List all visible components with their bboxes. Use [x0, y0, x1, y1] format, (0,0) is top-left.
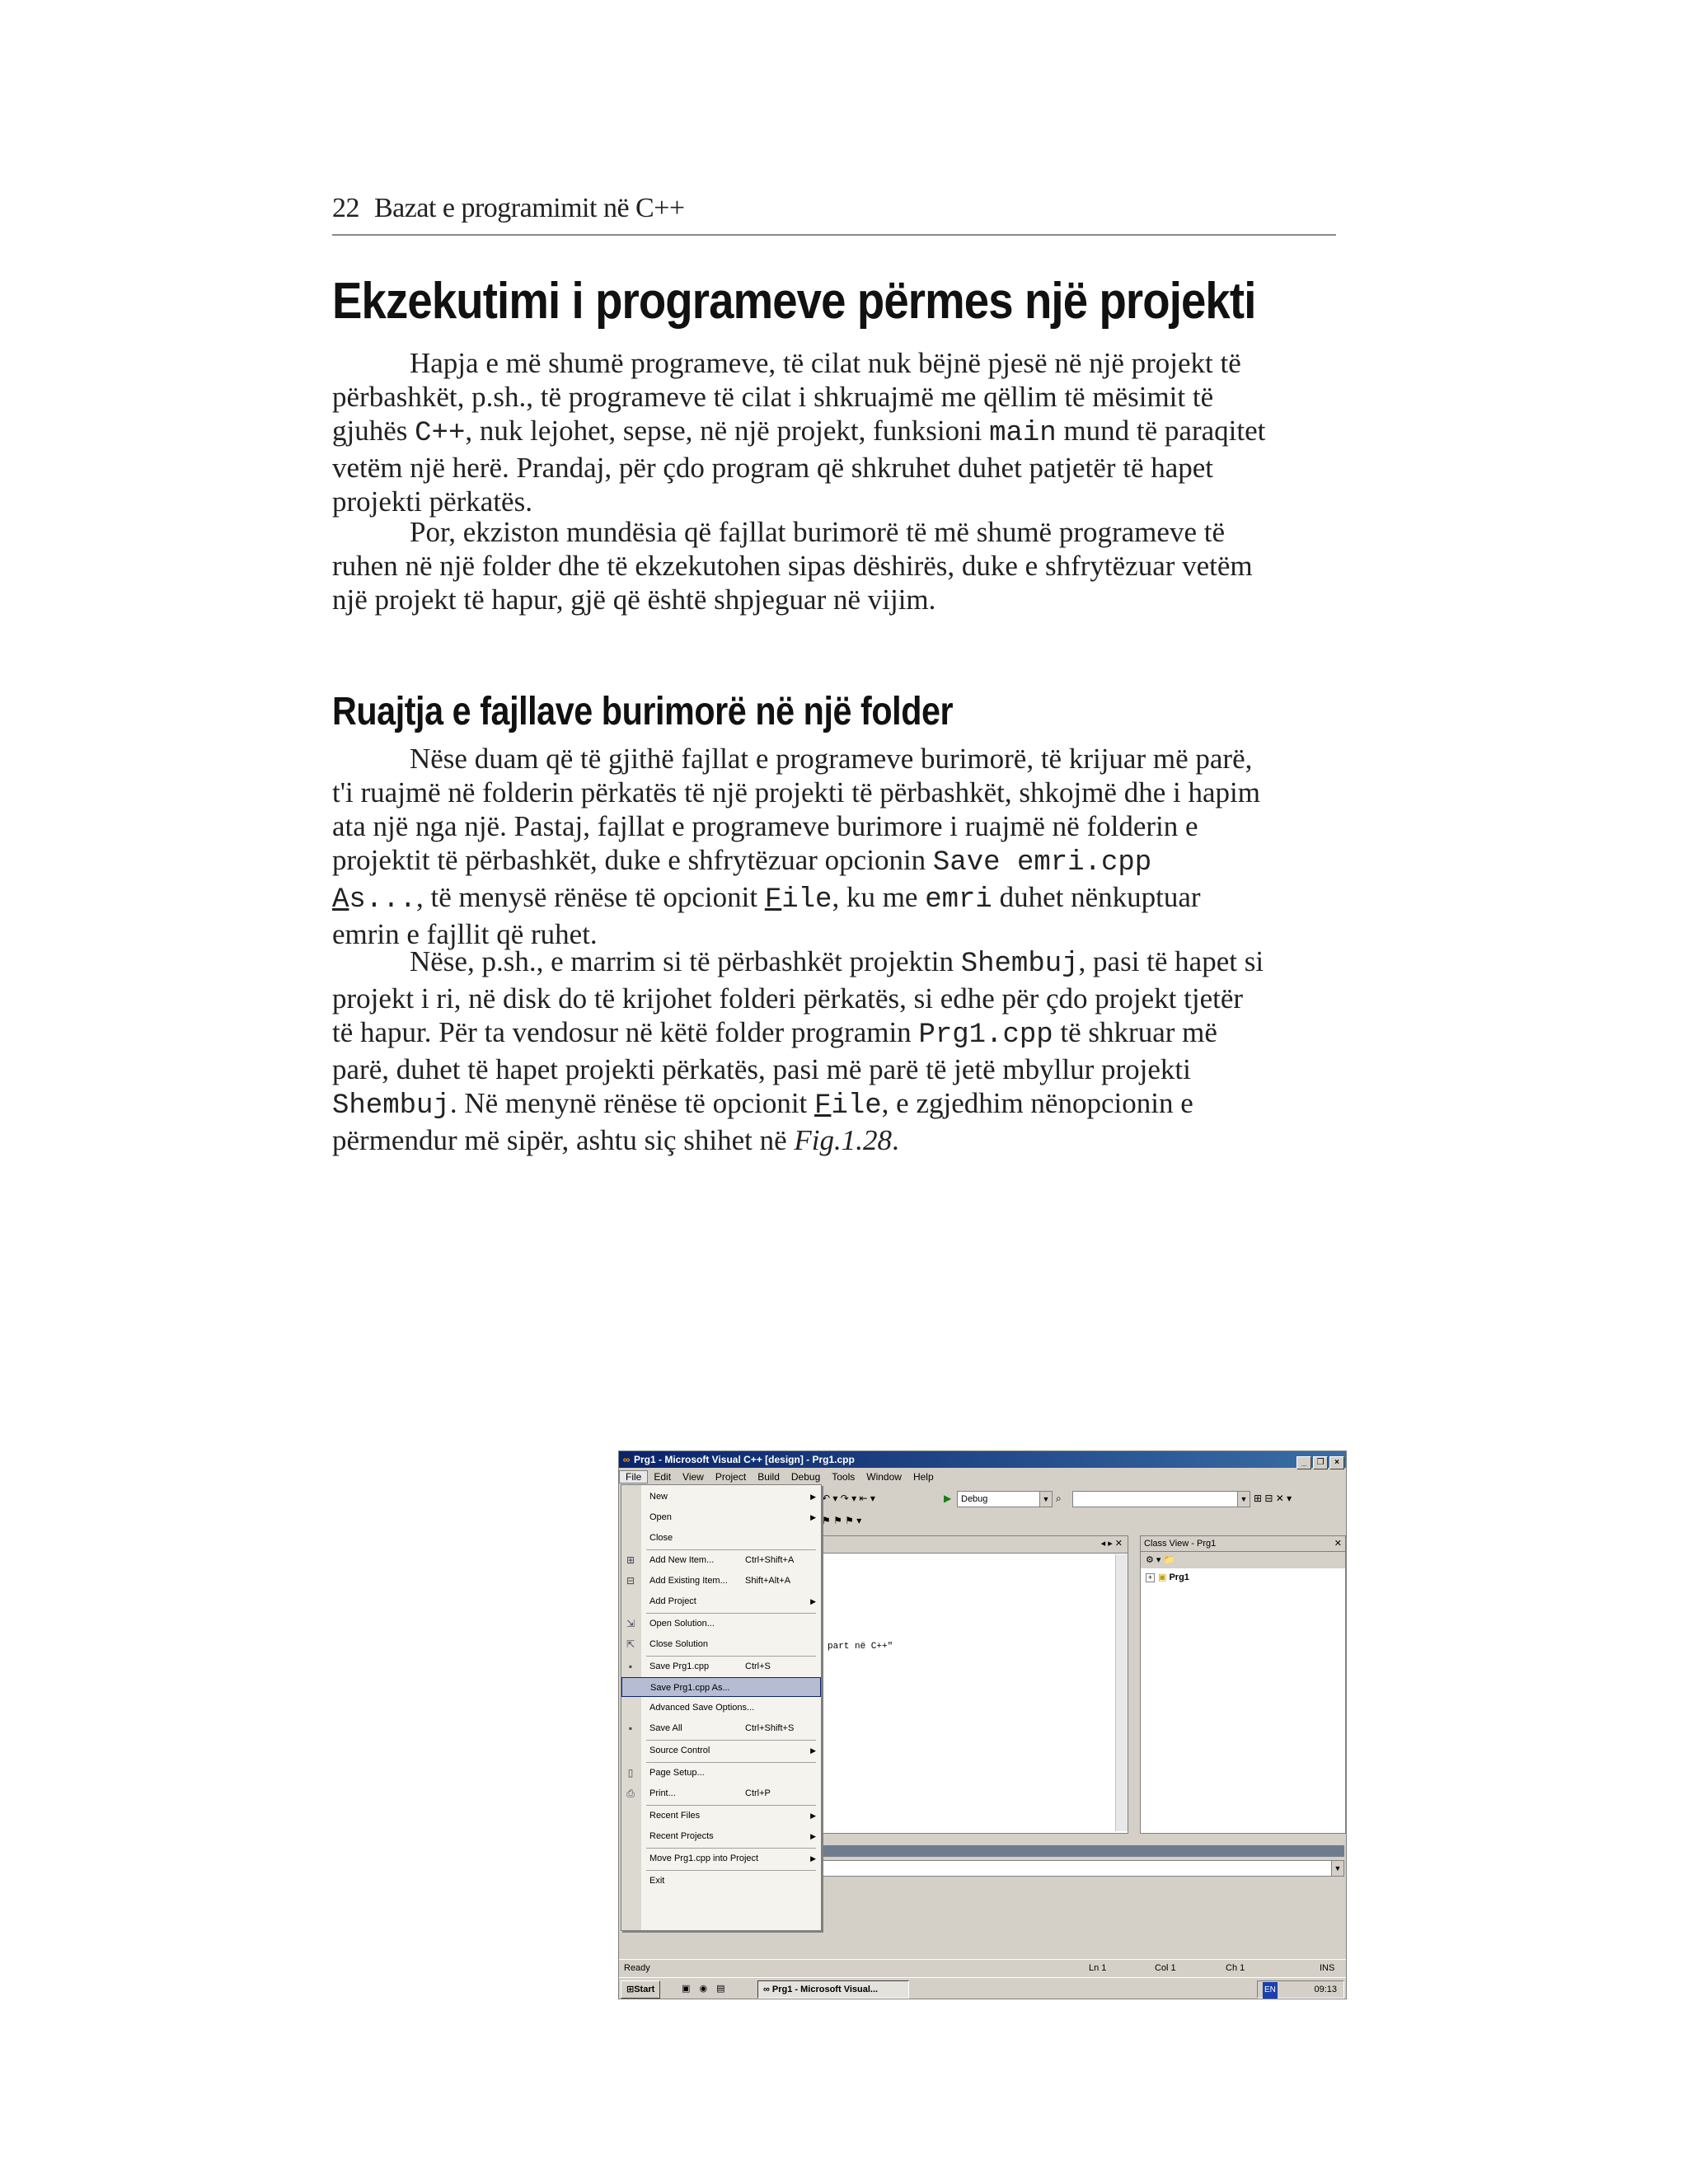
add-existing-icon: ⊟ [626, 1575, 635, 1586]
menu-item-save-all[interactable]: ▪ Save All Ctrl+Shift+S [621, 1718, 821, 1738]
menu-item-move-into-project[interactable]: Move Prg1.cpp into Project ▶ [621, 1849, 821, 1868]
configuration-combo[interactable]: Debug ▼ [957, 1491, 1053, 1507]
menu-item-add-existing-item[interactable]: ⊟ Add Existing Item... Shift+Alt+A [626, 1575, 791, 1586]
tab-nav-icons[interactable]: ◂ ▸ ✕ [1100, 1539, 1123, 1549]
menu-item-recent-projects[interactable]: Recent Projects ▶ [621, 1826, 821, 1846]
tree-item-prg1[interactable]: + ▣ Prg1 [1141, 1568, 1345, 1586]
status-text: Ready [624, 1963, 650, 1973]
code-cpp: C++ [415, 418, 466, 449]
taskbar-item-vcpp[interactable]: ∞ Prg1 - Microsoft Visual... [757, 1980, 909, 1999]
find-icon[interactable]: ⌕ [1056, 1493, 1062, 1504]
minimize-button[interactable]: _ [1296, 1456, 1311, 1469]
clock: 09:13 [1314, 1985, 1337, 1994]
editor-scrollbar[interactable] [1115, 1554, 1128, 1831]
submenu-arrow-icon: ▶ [810, 1811, 816, 1820]
output-panel [822, 1839, 1344, 1971]
find-combo[interactable] [1072, 1491, 1250, 1507]
undo-icon[interactable]: ↶ ▾ [822, 1493, 838, 1504]
status-ln: Ln 1 [1089, 1963, 1107, 1973]
menu-item-source-control[interactable]: Source Control ▶ [621, 1741, 821, 1760]
menu-item-close[interactable]: Close [649, 1533, 673, 1543]
menu-item-add-project[interactable]: Add Project ▶ [621, 1591, 821, 1611]
status-ch: Ch 1 [1226, 1963, 1245, 1973]
save-icon: ▪ [628, 1661, 633, 1672]
page-setup-icon: ▯ [627, 1767, 634, 1779]
submenu-arrow-icon: ▶ [810, 1597, 816, 1605]
status-col: Col 1 [1155, 1963, 1176, 1973]
menu-item-recent-files[interactable]: Recent Files ▶ [621, 1806, 821, 1825]
close-button[interactable]: × [1329, 1456, 1344, 1469]
code-main: main [989, 418, 1057, 449]
add-item-icon: ⊞ [626, 1554, 635, 1566]
menu-debug[interactable]: Debug [790, 1471, 821, 1483]
edit-toolbar [822, 1511, 861, 1530]
app-icon: ∞ [763, 1985, 772, 1994]
code-line: part në C++" [828, 1642, 893, 1652]
language-indicator[interactable]: EN [1263, 1982, 1278, 1999]
code-save-emri: Save emri.cpp [932, 847, 1152, 879]
running-head [332, 193, 1336, 236]
code-shembuj: Shembuj [960, 949, 1079, 980]
chevron-down-icon: ▼ [1039, 1492, 1052, 1507]
code-editor[interactable] [822, 1535, 1128, 1834]
menu-item-open[interactable]: Open ▶ [621, 1507, 821, 1527]
menu-item-new[interactable]: New ▶ [621, 1487, 821, 1507]
window-title: Prg1 - Microsoft Visual C++ [design] - Prg1.cpp [634, 1454, 855, 1465]
menu-item-save[interactable]: ▪ Save Prg1.cpp Ctrl+S [621, 1657, 821, 1676]
taskbar [619, 1977, 1346, 1999]
menu-item-close-solution[interactable]: ⇱ Close Solution [626, 1638, 708, 1650]
output-source-combo[interactable] [822, 1860, 1344, 1877]
window-titlebar [619, 1451, 1346, 1468]
menu-item-add-new-item[interactable]: ⊞ Add New Item... Ctrl+Shift+A [626, 1554, 795, 1566]
intro-paragraph-1: Hapja e më shumë programeve, të cilat nuk bëjnë pjesë në një projekt të përbashkët, p.sh., të programeve të cilat i shkruajmë me qëllim të mësimit të gjuhës C++, nuk lejohet, sepse, në një projekt, funksioni main mund të paraqitet vetëm një herë. Prandaj, për çdo program që shkruhet duhet patjetër të hapet projekti përkatës. [332, 347, 1266, 518]
menu-build[interactable]: Build [757, 1471, 780, 1483]
open-solution-icon: ⇲ [626, 1618, 635, 1629]
menu-help[interactable]: Help [912, 1471, 934, 1483]
menu-file[interactable]: File [619, 1470, 648, 1483]
page-number: 22 [332, 193, 359, 223]
toolbox-icons[interactable]: ⊞ ⊟ ✕ ▾ [1254, 1493, 1292, 1504]
start-button[interactable]: ⊞Start [621, 1980, 660, 1999]
vcpp-screenshot [618, 1451, 1347, 1999]
menu-view[interactable]: View [682, 1471, 704, 1483]
system-tray [1257, 1980, 1344, 1999]
start-debug-icon[interactable]: ▶ [944, 1493, 952, 1504]
menu-window[interactable]: Window [866, 1471, 902, 1483]
menu-project[interactable]: Project [715, 1471, 747, 1483]
project-icon: ▣ [1158, 1572, 1170, 1582]
save-all-icon: ▪ [628, 1722, 633, 1734]
submenu-arrow-icon: ▶ [810, 1832, 816, 1840]
expand-icon[interactable]: + [1146, 1573, 1155, 1582]
file-menu-dropdown [621, 1484, 822, 1931]
status-bar [619, 1959, 1346, 1976]
menu-edit[interactable]: Edit [654, 1471, 672, 1483]
section-title: Ekzekutimi i programeve përmes një projekti [332, 273, 1256, 330]
chevron-down-icon: ▼ [1331, 1861, 1343, 1876]
restore-button[interactable]: ❐ [1313, 1456, 1328, 1469]
menu-item-exit[interactable]: Exit [649, 1876, 665, 1886]
windows-icon: ⊞ [626, 1985, 635, 1994]
intro-paragraph-2: Por, ekziston mundësia që fajllat burimorë të më shumë programeve të ruhen në një folder dhe të ekzekutohen sipas dëshirës, duke e shfrytëzuar vetëm një projekt të hapur, gjë që është shpjeguar në vijim. [332, 516, 1253, 616]
menu-tools[interactable]: Tools [832, 1471, 856, 1483]
close-icon[interactable]: ✕ [1334, 1539, 1342, 1549]
submenu-arrow-icon: ▶ [810, 1854, 816, 1863]
menu-item-advanced-save[interactable]: Advanced Save Options... [649, 1703, 755, 1713]
app-icon: ∞ [622, 1454, 631, 1465]
running-title: Bazat e programimit në C++ [374, 193, 685, 223]
menubar [619, 1468, 1346, 1486]
navigate-icon[interactable]: ⇤ ▾ [859, 1493, 875, 1504]
code-emri: emri [925, 884, 992, 916]
close-solution-icon: ⇱ [626, 1638, 635, 1650]
chevron-down-icon: ▼ [1237, 1492, 1250, 1507]
figure-reference: Fig.1.28 [794, 1124, 893, 1156]
class-view-title: Class View - Prg1 [1144, 1539, 1217, 1549]
redo-icon[interactable]: ↷ ▾ [840, 1493, 857, 1504]
output-titlebar [822, 1845, 1344, 1857]
body-paragraph-1: Nëse duam që të gjithë fajllat e programeve burimorë, të krijuar më parë, t'i ruajmë në folderin përkatës të një projekti të përbashkët, shkojmë dhe i hapim ata një nga një. Pastaj, fajllat e programeve burimore i ruajmë në folderin e projektit të përbashkët, duke e shfrytëzuar opcionin Save emri.cpp As..., të menysë rënëse të opcionit File, ku me emri duhet nënkuptuar emrin e fajllit që ruhet. [332, 743, 1260, 950]
submenu-arrow-icon: ▶ [810, 1493, 816, 1501]
menu-item-save-as[interactable]: Save Prg1.cpp As... [621, 1677, 821, 1697]
menu-item-open-solution[interactable]: ⇲ Open Solution... [626, 1618, 715, 1629]
submenu-arrow-icon: ▶ [810, 1513, 816, 1521]
code-prg1: Prg1.cpp [918, 1019, 1053, 1051]
menu-item-page-setup[interactable]: ▯ Page Setup... [621, 1763, 821, 1783]
print-icon: ⎙ [626, 1788, 635, 1799]
submenu-arrow-icon: ▶ [810, 1746, 816, 1755]
standard-toolbar [822, 1488, 1341, 1509]
quick-launch-icons[interactable]: ▣ ◉ ▤ [682, 1984, 729, 1994]
status-mode: INS [1320, 1963, 1335, 1973]
menu-item-print[interactable]: ⎙ Print... Ctrl+P [621, 1783, 821, 1803]
bookmark-icons[interactable]: ⚑ ⚑ ⚑ ▾ [822, 1515, 862, 1526]
class-view-panel [1140, 1535, 1346, 1834]
subsection-title: Ruajtja e fajllave burimorë në një folder [332, 690, 954, 733]
body-paragraph-2: Nëse, p.sh., e marrim si të përbashkët projektin Shembuj, pasi të hapet si projekt i ri, në disk do të krijohet folderi përkatës, si edhe për çdo projekt tjetër të hapur. Për ta vendosur në këtë folder programin Prg1.cpp të shkruar më parë, duhet të hapet projekti përkatës, pasi më parë të jetë mbyllur projekti Shembuj. Në menynë rënëse të opcionit File, e zgjedhim nënopcionin e përmendur më sipër, ashtu siç shihet në Fig.1.28. [332, 945, 1264, 1156]
class-view-toolbar[interactable]: ⚙ ▾ 📁 [1141, 1552, 1345, 1568]
